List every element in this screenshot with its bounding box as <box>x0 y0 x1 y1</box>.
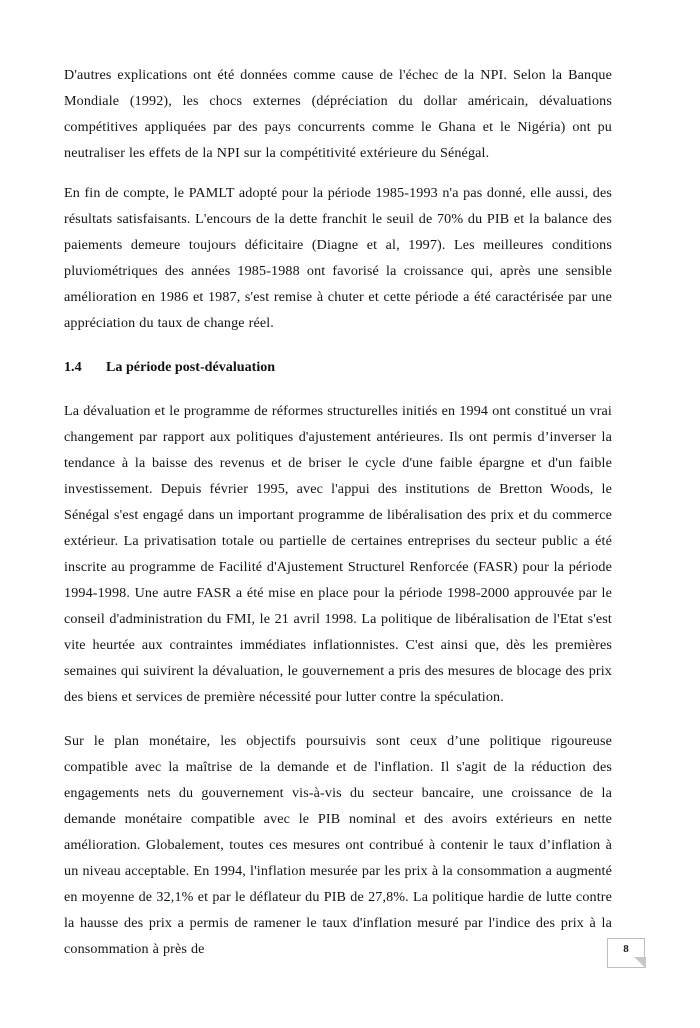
section-title: La période post-dévaluation <box>106 359 276 375</box>
page-fold-corner-icon <box>634 957 646 969</box>
page-number-label: 8 <box>623 943 629 955</box>
paragraph-plan-monetaire: Sur le plan monétaire, les objectifs poursuivis sont ceux d’une politique rigoureuse compatible avec la maîtrise de la demande et de l'inflation. Il s'agit de la réduction des engagements nets du gouvernement vis-à-vis du secteur bancaire, une croissance de la demande monétaire compatible avec le PIB nominal et des avoirs extérieurs en nette amélioration. Globalement, toutes ces mesures ont contribué à contenir le taux d’inflation à un niveau acceptable. En 1994, l'inflation mesurée par les prix à la consommation a augmenté en moyenne de 32,1% et par le déflateur du PIB de 27,8%. La politique hardie de lutte contre la hausse des prix a permis de ramener le taux d'inflation mesuré par l'indice des prix à la consommation à près de <box>64 733 612 957</box>
paragraph-pamlt-1985-1993: En fin de compte, le PAMLT adopté pour la période 1985-1993 n'a pas donné, elle aussi, des résultats satisfaisants. L'encours de la dette franchit le seuil de 70% du PIB et la balance des paiements demeure toujours déficitaire (Diagne et al, 1997). Les meilleures conditions pluviométriques des années 1985-1988 ont favorisé la croissance qui, après une sensible amélioration en 1986 et 1987, s'est remise à chuter et cette période a été caractérisée par une appréciation du taux de change réel. <box>64 185 612 331</box>
text-column <box>64 62 612 962</box>
section-heading-1-4 <box>64 354 612 380</box>
page-number-badge <box>607 938 645 968</box>
paragraph-devaluation-reformes: La dévaluation et le programme de réformes structurelles initiés en 1994 ont constitué un vrai changement par rapport aux politiques d'ajustement antérieures. Ils ont permis d’inverser la tendance à la baisse des revenus et de briser le cycle d'une faible épargne et d'un faible investissement. Depuis février 1995, avec l'appui des institutions de Bretton Woods, le Sénégal s'est engagé dans un important programme de libéralisation des prix et du commerce extérieur. La privatisation totale ou partielle de certaines entreprises du secteur public a été inscrite au programme de Facilité d'Ajustement Structurel Renforcée (FASR) pour la période 1994-1998. Une autre FASR a été mise en place pour la période 1998-2000 approuvée par le conseil d'administration du FMI, le 21 avril 1998. La politique de libéralisation de l'Etat s'est vite heurtée aux contraintes immédiates inflationnistes. C'est ainsi que, dès les premières semaines qui suivirent la dévaluation, le gouvernement a pris des mesures de blocage des prix des biens et services de première nécessité pour lutter contre la spéculation. <box>64 403 612 705</box>
paragraph-explications-npi: D'autres explications ont été données comme cause de l'échec de la NPI. Selon la Banque Mondiale (1992), les chocs externes (dépréciation du dollar américain, dévaluations compétitives appliquées par des pays concurrents comme le Ghana et le Nigéria) ont pu neutraliser les effets de la NPI sur la compétitivité extérieure du Sénégal. <box>64 67 612 161</box>
section-number: 1.4 <box>64 359 82 375</box>
